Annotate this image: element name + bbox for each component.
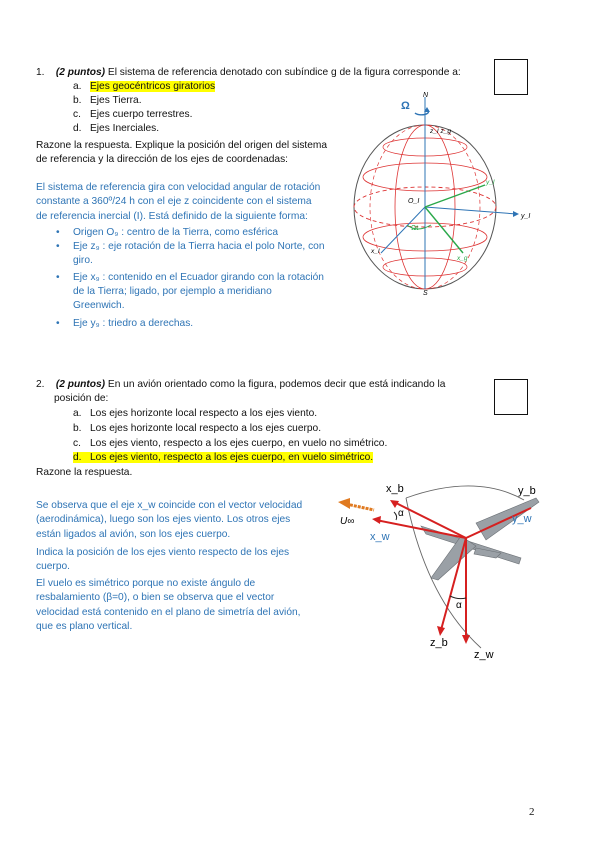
alpha-arc-top [394,512,397,520]
q1-number: 1. [36,67,45,78]
q2-option-b[interactable]: b. Los ejes horizonte local respecto a los ejes cuerpo. [73,423,322,434]
q1-stem [36,66,461,79]
q2-prompt: Razone la respuesta. [36,467,133,478]
xi-label: x_I [371,248,380,255]
q2-option-a[interactable]: a. Los ejes horizonte local respecto a los ejes viento. [73,408,318,419]
yi-arrowhead-icon [513,211,519,217]
q1-option-d[interactable]: d. Ejes Inerciales. [73,123,160,134]
south-label: S [423,290,428,297]
yw-label: y_w [512,513,532,525]
q2-stem-line2: posición de: [54,393,109,404]
q1-option-a[interactable]: a. Ejes geocéntricos giratorios [73,81,216,92]
xg-axis [425,207,463,253]
yb-label: y_b [518,485,536,497]
aircraft-figure [336,478,546,663]
q2-number: 2. [36,379,45,390]
q1-bullet-2: • Eje z₉ : eje rotación de la Tierra hacia el polo Norte, con giro. [56,241,325,266]
q1-points: (2 puntos) [55,67,106,78]
zw-label: z_w [474,649,494,661]
zb-label: z_b [430,637,448,649]
zw-arrowhead-icon [462,635,470,644]
q1-stem-text: El sistema de referencia denotado con subíndice g de la figura corresponde a: [105,67,461,78]
page-number: 2 [529,806,535,818]
q2-option-c[interactable]: c. Los ejes viento, respecto a los ejes cuerpo, en vuelo no simétrico. [73,438,388,449]
zb-arrowhead-icon [437,626,445,636]
xi-axis [381,207,425,253]
q2-stem-line1: 2. (2 puntos) En un avión orientado como la figura, podemos decir que está indicando la [36,379,446,390]
q2-answer-p2: Indica la posición de los ejes viento respecto de los ejes cuerpo. [36,547,290,573]
q1-bullet-1: • Origen O₉ : centro de la Tierra, como esférica [56,227,279,238]
alpha-arc-bottom [450,596,466,599]
globe-figure [345,85,545,300]
yi-axis [425,207,517,214]
velocity-label: U∞ [340,516,355,527]
q2-points: (2 puntos) [55,379,106,390]
q2-answer-box[interactable] [494,379,528,415]
q2-answer-p1: Se observa que el eje x_w coincide con el vector velocidad (aerodinámica), luego son los ejes viento. Los otros ejes están ligados al avión, son los ejes cuerpo. [36,500,303,540]
velocity-arrowhead-icon [338,498,350,509]
q1-bullet-3: • Eje x₉ : contenido en el Ecuador girando con la rotación de la Tierra; ligado, por ejemplo a meridiano Greenwich. [56,272,324,311]
velocity-arrow [346,504,374,510]
q1-prompt-line1: Razone la respuesta. Explique la posición del origen del sistema [36,140,328,151]
q1-prompt-line2: de referencia y la dirección de los ejes de coordenadas: [36,154,289,165]
aircraft-icon [421,498,539,580]
north-label: N [423,92,429,99]
q2-answer-p3: El vuelo es simétrico porque no existe ángulo de resbalamiento (β=0), o bien se observa que el vector velocidad está contenido en el plano de simetría del avión, que es plano vertical. [36,578,301,632]
arc-top [406,486,524,500]
xb-label: x_b [386,483,404,495]
q1-option-c[interactable]: c. Ejes cuerpo terrestres. [73,109,193,120]
xw-label: x_w [370,531,390,543]
q1-answer-intro: El sistema de referencia gira con velocidad angular de rotación constante a 360º/24 h con el eje z coincidente con el sistema de referencia inercial (I). Está definido de la siguiente forma: [36,182,321,222]
xw-arrowhead-icon [372,516,381,524]
alpha-label-top: α [398,508,404,519]
xg-label: x_g [457,255,468,262]
alpha-label-bottom: α [456,600,462,611]
q1-bullet-4: • Eje y₉ : triedro a derechas. [56,318,194,329]
origin-label: O_I [408,198,420,205]
yg-label: y_I [486,179,495,186]
zi-zg-label: z_I z_g [430,128,451,135]
omega-label: Ω [401,100,410,112]
angle-label: Ωt [411,225,419,232]
yi-label: y_I [521,213,531,220]
q1-option-b[interactable]: b. Ejes Tierra. [73,95,142,106]
q2-option-d[interactable]: d. Los ejes viento, respecto a los ejes cuerpo, en vuelo simétrico. [73,452,374,463]
